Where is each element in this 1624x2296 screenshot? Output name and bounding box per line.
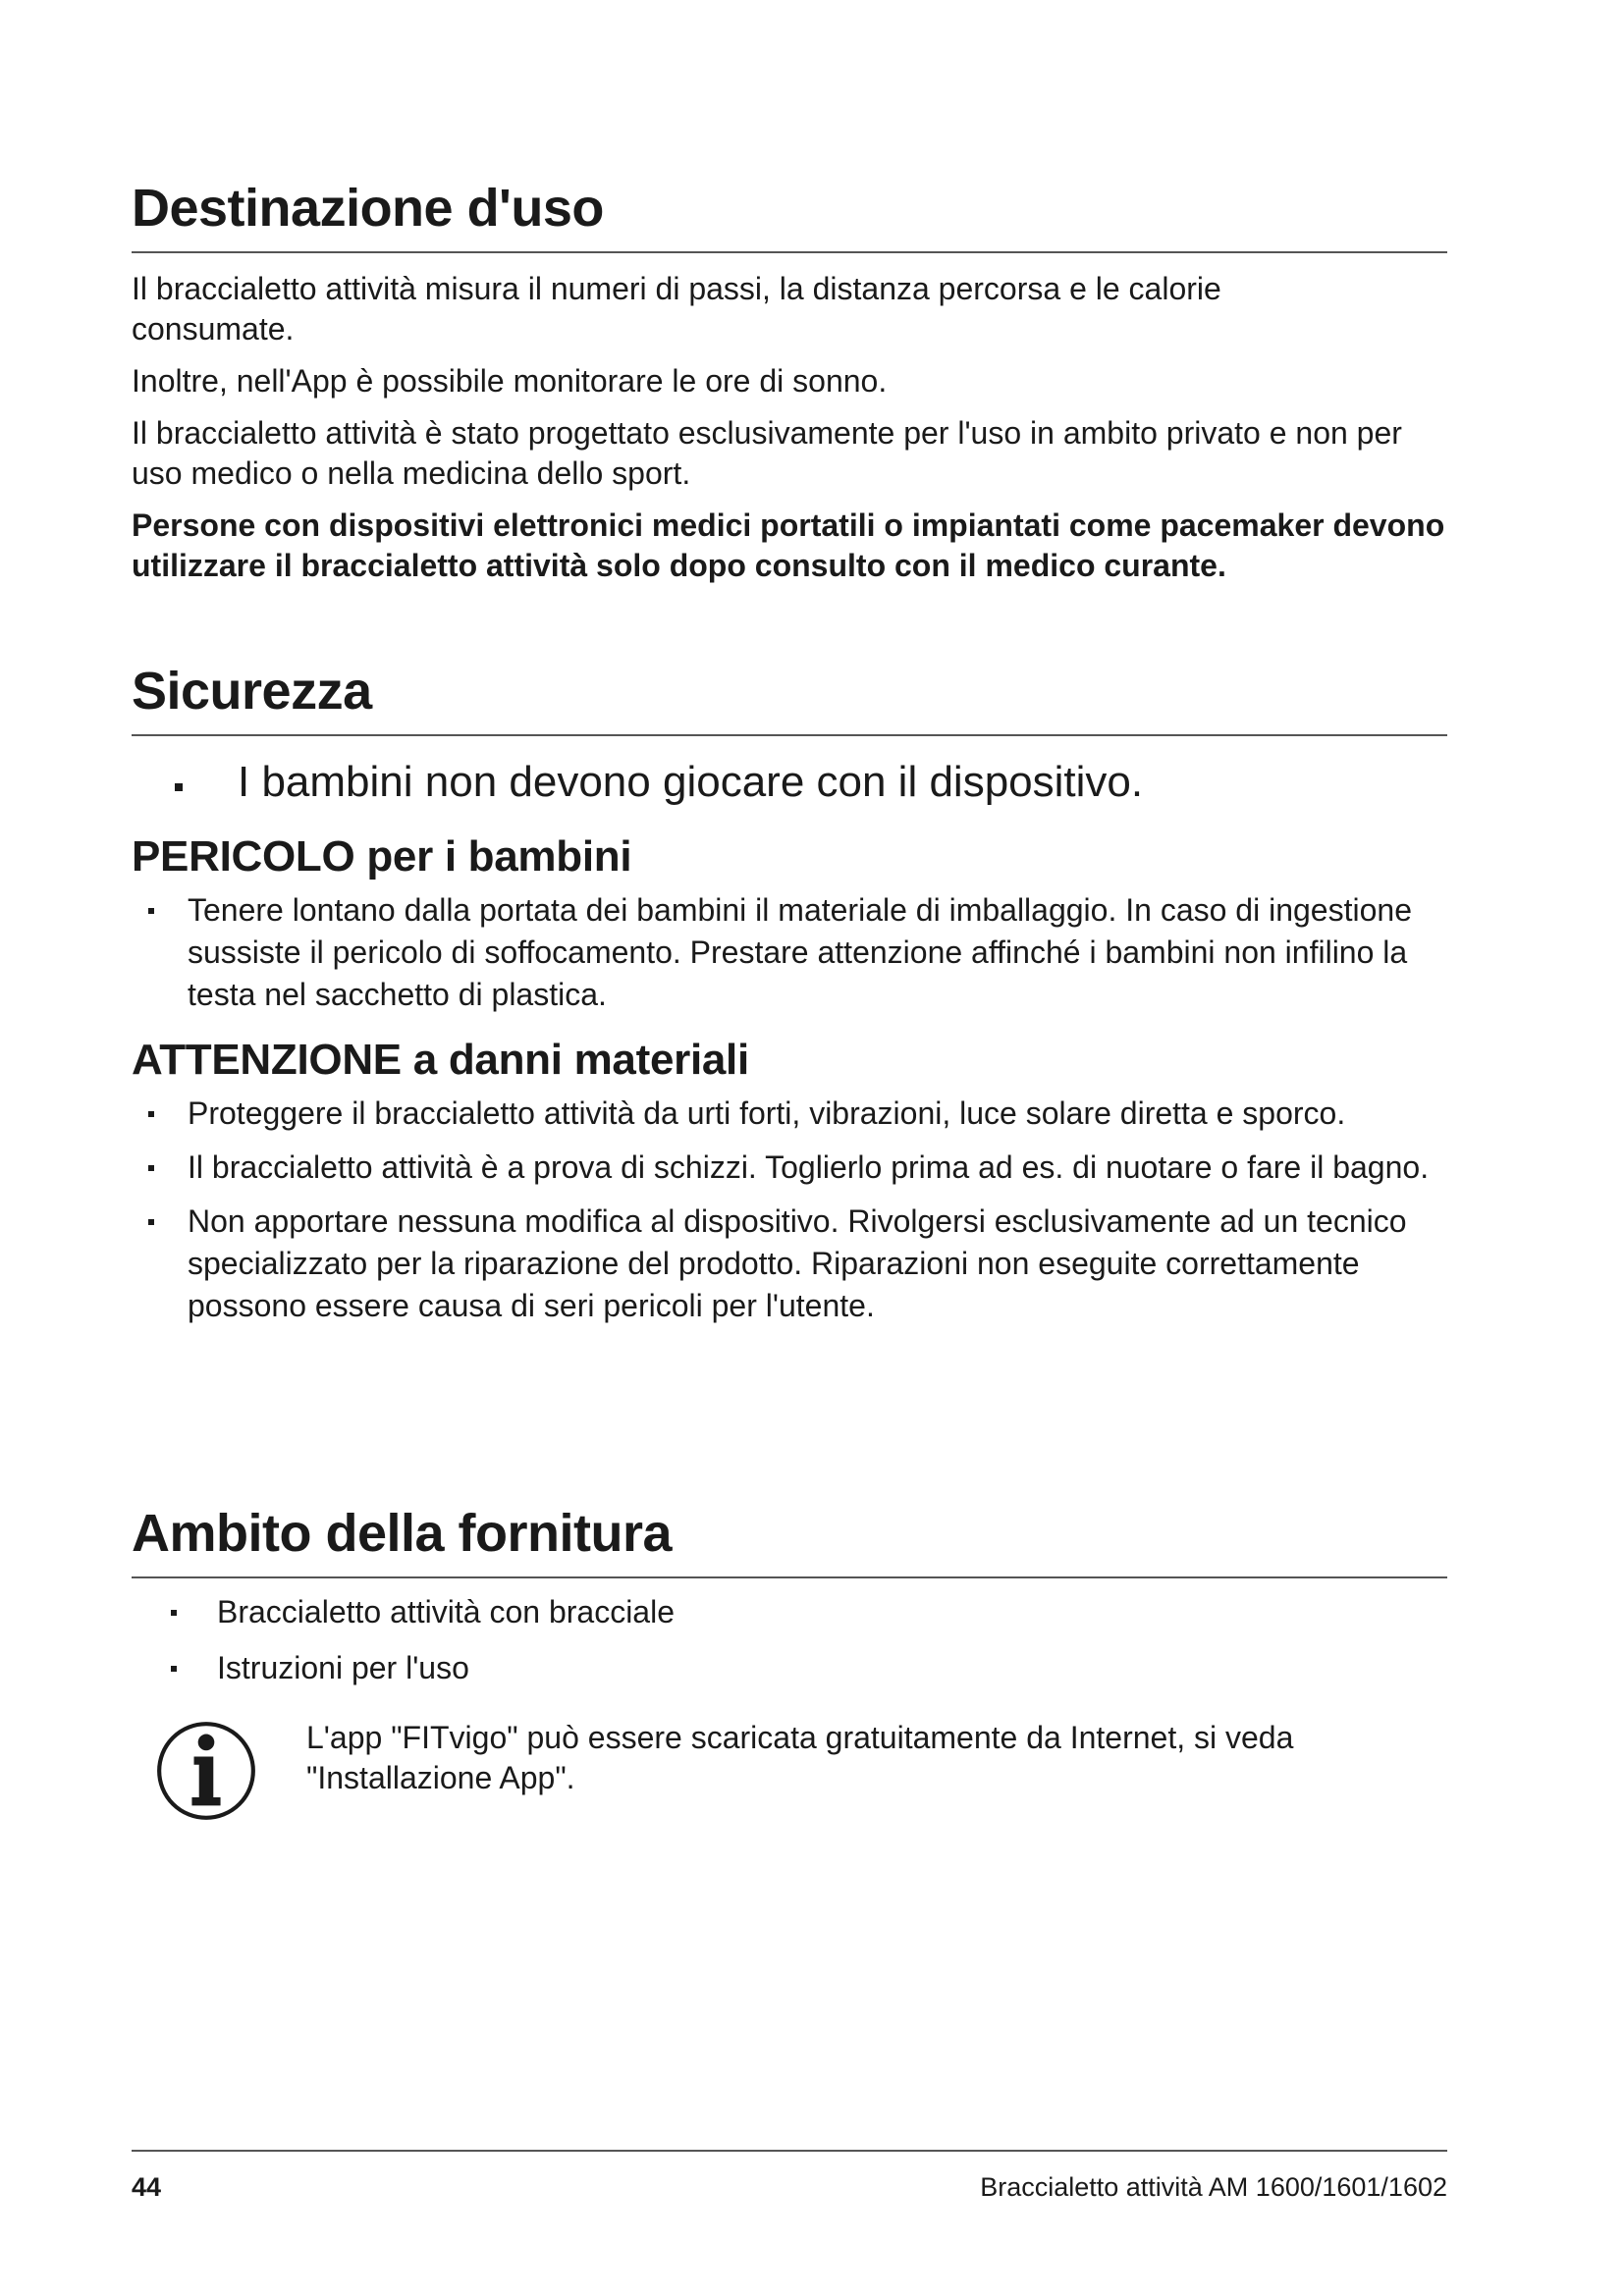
subtitle-pericolo: PERICOLO per i bambini (132, 832, 632, 881)
section-title-fornitura: Ambito della fornitura (132, 1502, 1447, 1578)
info-note (132, 1718, 1447, 1798)
bullet-square-icon (148, 908, 154, 914)
list-item-text: Braccialetto attività con bracciale (217, 1594, 675, 1629)
attenzione-list (132, 1093, 1447, 1327)
main-safety-bullet (132, 756, 1447, 809)
manual-page (132, 0, 1447, 2296)
bullet-square-icon (148, 1111, 154, 1117)
list-item-text: Il braccialetto attività è a prova di schizzi. Toglierlo prima ad es. di nuotare o fare il bagno. (188, 1149, 1430, 1185)
list-item-text: Proteggere il braccialetto attività da urti forti, vibrazioni, luce solare diretta e sporco. (188, 1095, 1346, 1131)
page-number: 44 (132, 2172, 162, 2202)
list-item (132, 1093, 1405, 1135)
list-item (132, 1201, 1447, 1327)
paragraph-private-use: Il braccialetto attività è stato progettato esclusivamente per l'uso in ambito privato e non per uso medico o nella medicina dello sport. (132, 415, 1402, 491)
bullet-square-icon (171, 1666, 177, 1672)
main-safety-text: I bambini non devono giocare con il dispositivo. (238, 758, 1144, 806)
footer-product-name: Braccialetto attività AM 1600/1601/1602 (980, 2172, 1447, 2202)
subtitle-attenzione: ATTENZIONE a danni materiali (132, 1036, 749, 1084)
pericolo-list (132, 889, 1447, 1016)
paragraph-purpose: Il braccialetto attività misura il numeri di passi, la distanza percorsa e le calorie consumate. (132, 271, 1221, 347)
info-icon (155, 1720, 257, 1822)
list-item (132, 1592, 1447, 1632)
list-item-text: Istruzioni per l'uso (217, 1650, 469, 1685)
list-item (132, 1147, 1464, 1189)
section-title-destinazione: Destinazione d'uso (132, 177, 1447, 253)
list-item (132, 1648, 1447, 1688)
fornitura-list (132, 1592, 1447, 1688)
list-item-text: Non apportare nessuna modifica al dispositivo. Rivolgersi esclusivamente ad un tecnico specializzato per la riparazione del prodotto. Riparazioni non eseguite correttamente possono essere causa di seri pericoli per l'utente. (188, 1203, 1407, 1323)
bullet-square-icon (148, 1165, 154, 1171)
section-sicurezza (132, 660, 1447, 1327)
bullet-square-icon (175, 783, 183, 791)
bullet-square-icon (171, 1610, 177, 1616)
bullet-square-icon (148, 1219, 154, 1225)
page-footer (132, 2150, 1447, 2203)
list-item-text: Tenere lontano dalla portata dei bambini il materiale di imballaggio. In caso di ingestione sussiste il pericolo di soffocamento. Prestare attenzione affinché i bambini non infilino la testa nel sacchetto di plastica. (188, 892, 1412, 1012)
section-destinazione (132, 177, 1447, 586)
paragraph-sleep: Inoltre, nell'App è possibile monitorare le ore di sonno. (132, 363, 888, 399)
section-fornitura (132, 1502, 1447, 1798)
section-title-sicurezza: Sicurezza (132, 660, 1447, 736)
info-text: L'app "FITvigo" può essere scaricata gratuitamente da Internet, si veda "Installazione App". (306, 1720, 1294, 1795)
list-item (132, 889, 1447, 1016)
paragraph-pacemaker-warning: Persone con dispositivi elettronici medici portatili o impiantati come pacemaker devono utilizzare il braccialetto attività solo dopo consulto con il medico curante. (132, 507, 1445, 583)
